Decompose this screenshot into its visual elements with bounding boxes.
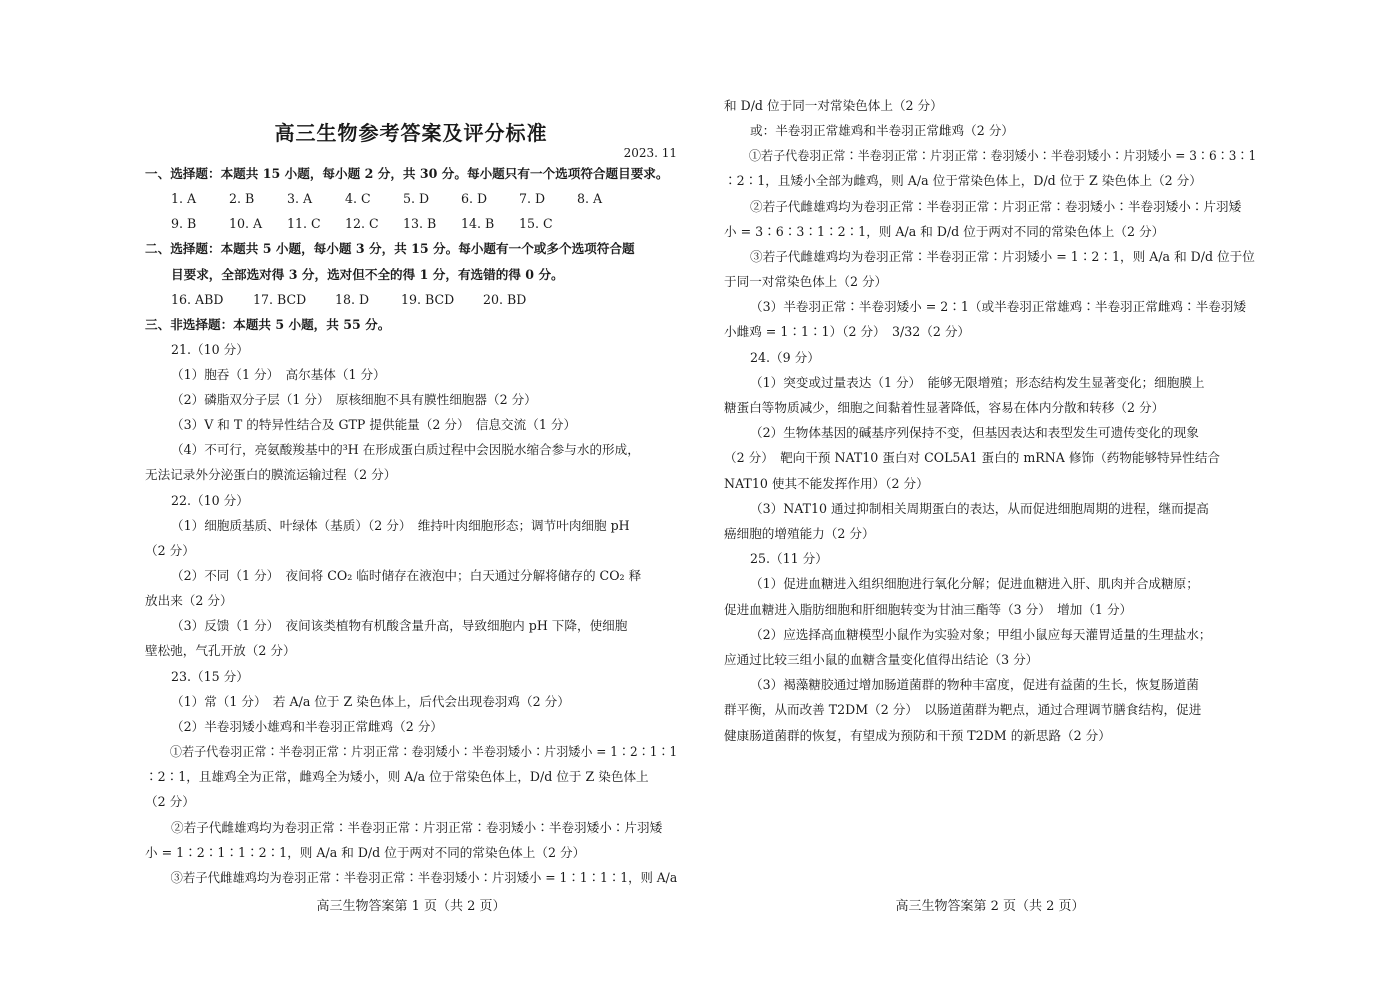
answer-line: 促进血糖进入脂肪细胞和肝细胞转变为甘油三酯等（3 分） 增加（1 分） [724, 602, 1133, 617]
answer-line: 于同一对常染色体上（2 分） [724, 274, 888, 289]
answer-line: （3）反馈（1 分） 夜间该类植物有机酸含量升高，导致细胞内 pH 下降，使细胞 [171, 618, 628, 633]
answer-line: （1）胞吞（1 分） 高尔基体（1 分） [171, 367, 386, 382]
answer-line: （2 分） [145, 543, 195, 558]
answer-line: （1）常（1 分） 若 A/a 位于 Z 染色体上，后代会出现卷羽鸡（2 分） [171, 694, 570, 709]
answer-line: （2 分） [145, 794, 195, 809]
answer-line: ①若子代卷羽正常∶半卷羽正常∶片羽正常∶卷羽矮小∶半卷羽矮小∶片羽矮小 = 1∶2∶1∶1 [169, 744, 678, 759]
document-date: 2023. 11 [623, 146, 677, 160]
document-title: 高三生物参考答案及评分标准 [274, 121, 548, 145]
mc-answer: 11. C [287, 216, 321, 231]
section-2-header: 二、选择题：本题共 5 小题，每小题 3 分，共 15 分。每小题有一个或多个选项符合题 [145, 241, 635, 256]
answer-line: NAT10 使其不能发挥作用）（2 分） [724, 476, 929, 491]
mc-answer: 9. B [171, 216, 197, 231]
section-2-header-cont: 目要求，全部选对得 3 分，选对但不全的得 1 分，有选错的得 0 分。 [171, 267, 564, 282]
mc-answer: 15. C [519, 216, 553, 231]
mc-answer: 6. D [461, 191, 488, 206]
section-1-header: 一、选择题：本题共 15 小题，每小题 2 分，共 30 分。每小题只有一个选项符合题目要求。 [145, 166, 669, 181]
answer-line: 健康肠道菌群的恢复，有望成为预防和干预 T2DM 的新思路（2 分） [724, 728, 1111, 743]
answer-line: 小雌鸡 = 1∶1∶1）（2 分） 3/32（2 分） [724, 324, 971, 339]
mc-answer: 10. A [229, 216, 263, 231]
answer-line: （3）NAT10 通过抑制相关周期蛋白的表达，从而促进细胞周期的进程，继而提高 [750, 501, 1209, 516]
mc-answer: 18. D [335, 292, 370, 307]
answer-line: （3）褐藻糖胶通过增加肠道菌群的物种丰富度，促进有益菌的生长，恢复肠道菌 [750, 677, 1199, 692]
mc-answer: 20. BD [483, 292, 527, 307]
answer-line: （4）不可行，亮氨酸羧基中的³H 在形成蛋白质过程中会因脱水缩合参与水的形成， [171, 442, 640, 457]
answer-line: ∶2∶1，且矮小全部为雌鸡，则 A/a 位于常染色体上，D/d 位于 Z 染色体上（2 分） [724, 173, 1202, 188]
answer-line: 小 = 1∶2∶1∶1∶2∶1，则 A/a 和 D/d 位于两对不同的常染色体上（2 分） [145, 845, 586, 860]
mc-answer: 2. B [229, 191, 255, 206]
answer-line: ②若子代雌雄鸡均为卷羽正常∶半卷羽正常∶片羽正常∶卷羽矮小∶半卷羽矮小∶片羽矮 [171, 820, 663, 835]
answer-line: （2）半卷羽矮小雄鸡和半卷羽正常雌鸡（2 分） [171, 719, 443, 734]
question-heading: 24.（9 分） [750, 350, 820, 365]
answer-line: 或：半卷羽正常雄鸡和半卷羽正常雌鸡（2 分） [750, 123, 1014, 138]
answer-line: （3）半卷羽正常∶半卷羽矮小 = 2∶1（或半卷羽正常雄鸡∶半卷羽正常雌鸡∶半卷羽矮 [750, 299, 1246, 314]
question-heading: 22.（10 分） [171, 493, 249, 508]
page-footer: 高三生物答案第 1 页（共 2 页） [316, 899, 506, 914]
mc-answer: 17. BCD [253, 292, 307, 307]
answer-line: ∶2∶1，且雄鸡全为正常，雌鸡全为矮小，则 A/a 位于常染色体上，D/d 位于 Z 染色体上 [145, 769, 649, 784]
question-heading: 21.（10 分） [171, 342, 249, 357]
answer-line: （1）促进血糖进入组织细胞进行氧化分解；促进血糖进入肝、肌肉并合成糖原； [750, 576, 1199, 591]
mc-answer: 19. BCD [401, 292, 455, 307]
mc-answer: 5. D [403, 191, 430, 206]
answer-line: （1）细胞质基质、叶绿体（基质）（2 分） 维持叶肉细胞形态；调节叶肉细胞 pH [171, 518, 630, 533]
answer-line: 癌细胞的增殖能力（2 分） [724, 526, 875, 541]
mc-answer: 14. B [461, 216, 495, 231]
answer-line: 群平衡，从而改善 T2DM（2 分） 以肠道菌群为靶点，通过合理调节膳食结构，促进 [724, 702, 1202, 717]
answer-line: 放出来（2 分） [145, 593, 233, 608]
mc-answer: 13. B [403, 216, 437, 231]
answer-line: （2）磷脂双分子层（1 分） 原核细胞不具有膜性细胞器（2 分） [171, 392, 537, 407]
mc-answer: 4. C [345, 191, 371, 206]
answer-line: 和 D/d 位于同一对常染色体上（2 分） [724, 98, 943, 113]
mc-answer: 8. A [577, 191, 603, 206]
page-footer: 高三生物答案第 2 页（共 2 页） [895, 899, 1085, 914]
answer-line: （3）V 和 T 的特异性结合及 GTP 提供能量（2 分） 信息交流（1 分） [171, 417, 577, 432]
answer-line: 糖蛋白等物质减少，细胞之间黏着性显著降低，容易在体内分散和转移（2 分） [724, 400, 1165, 415]
mc-answer: 16. ABD [171, 292, 224, 307]
answer-line: （2）应选择高血糖模型小鼠作为实验对象；甲组小鼠应每天灌胃适量的生理盐水； [750, 627, 1212, 642]
answer-line: （2 分） 靶向干预 NAT10 蛋白对 COL5A1 蛋白的 mRNA 修饰（药物能够特异性结合 [724, 450, 1221, 465]
answer-line: 壁松弛，气孔开放（2 分） [145, 643, 296, 658]
answer-line: （1）突变或过量表达（1 分） 能够无限增殖；形态结构发生显著变化；细胞膜上 [750, 375, 1205, 390]
answer-line: 应通过比较三组小鼠的血糖含量变化值得出结论（3 分） [724, 652, 1039, 667]
answer-line: 无法记录外分泌蛋白的膜流运输过程（2 分） [145, 467, 397, 482]
mc-answer: 12. C [345, 216, 379, 231]
answer-line: 小 = 3∶6∶3∶1∶2∶1，则 A/a 和 D/d 位于两对不同的常染色体上（2 分） [724, 224, 1165, 239]
question-heading: 25.（11 分） [750, 551, 828, 566]
answer-line: ③若子代雌雄鸡均为卷羽正常∶半卷羽正常∶片羽矮小 = 1∶2∶1，则 A/a 和 D/d 位于位 [750, 249, 1255, 264]
question-heading: 23.（15 分） [171, 669, 249, 684]
answer-line: ①若子代卷羽正常∶半卷羽正常∶片羽正常∶卷羽矮小∶半卷羽矮小∶片羽矮小 = 3∶6∶3∶1 [748, 148, 1257, 163]
section-3-header: 三、非选择题：本题共 5 小题，共 55 分。 [145, 317, 391, 332]
answer-line: ③若子代雌雄鸡均为卷羽正常∶半卷羽正常∶半卷羽矮小∶片羽矮小 = 1∶1∶1∶1，则 A/a [170, 870, 678, 885]
mc-answer: 7. D [519, 191, 546, 206]
mc-answer: 1. A [171, 191, 197, 206]
answer-line: （2）不同（1 分） 夜间将 CO₂ 临时储存在液泡中；白天通过分解将储存的 CO₂ 释 [171, 568, 642, 583]
mc-answer: 3. A [287, 191, 313, 206]
answer-line: ②若子代雌雄鸡均为卷羽正常∶半卷羽正常∶片羽正常∶卷羽矮小∶半卷羽矮小∶片羽矮 [750, 199, 1242, 214]
answer-line: （2）生物体基因的碱基序列保持不变，但基因表达和表型发生可遗传变化的现象 [750, 425, 1199, 440]
